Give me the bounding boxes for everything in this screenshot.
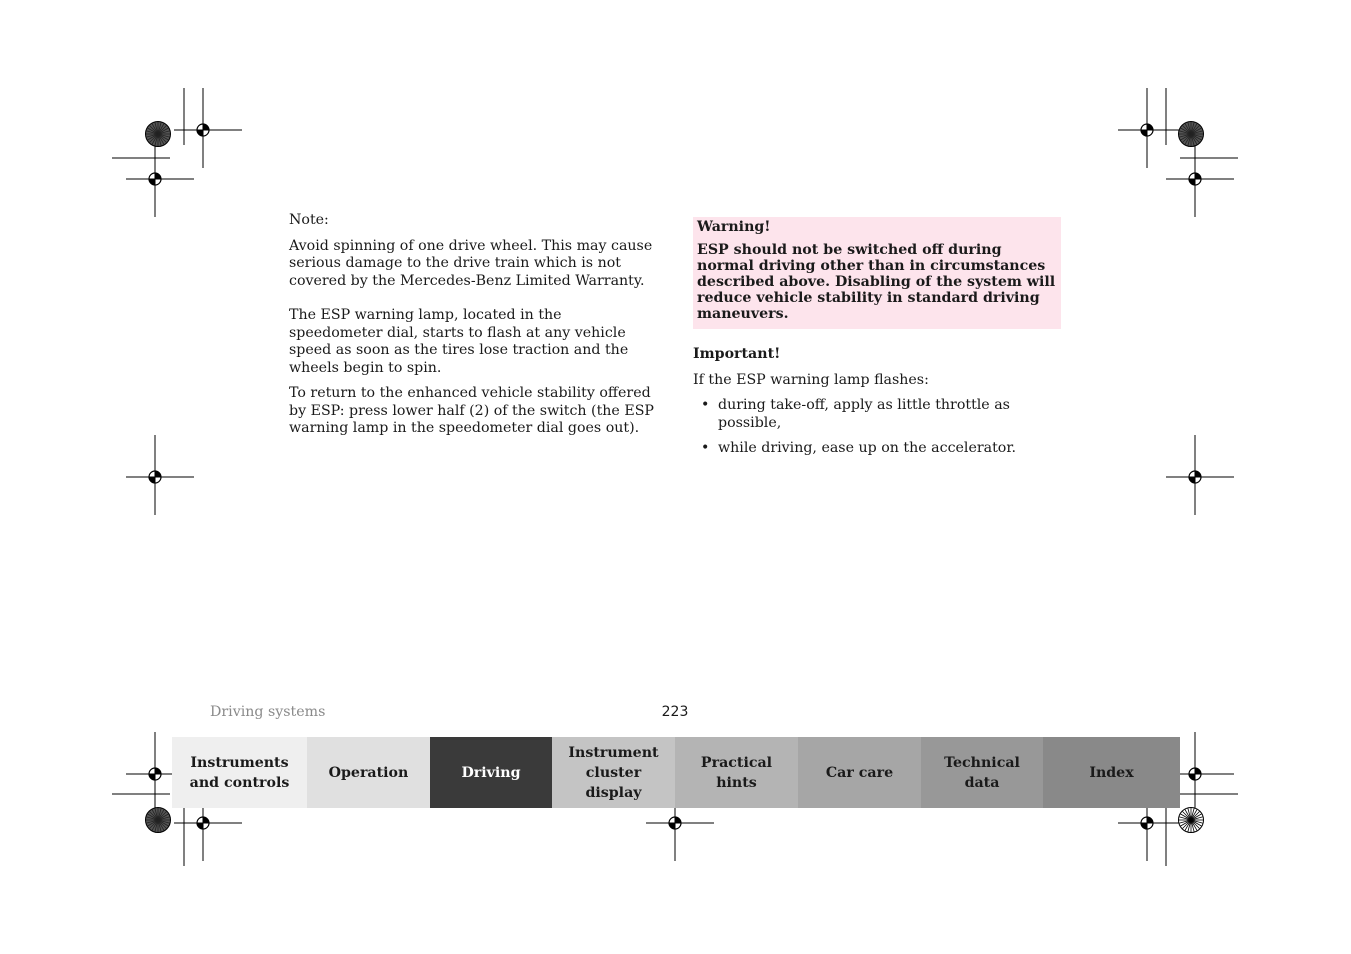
tab-index[interactable] <box>1043 737 1180 808</box>
note-label: Note: <box>289 212 329 228</box>
tab-label: Practical hints <box>700 754 773 791</box>
chapter-nav <box>172 737 1180 808</box>
bullet-icon: • <box>701 397 710 413</box>
color-rosette-icon <box>146 122 171 147</box>
list-item <box>693 397 1061 432</box>
left-column <box>289 212 659 446</box>
tab-instruments-and-controls[interactable] <box>172 737 307 808</box>
tab-technical-data[interactable] <box>921 737 1043 808</box>
color-rosette-icon <box>1179 122 1204 147</box>
warning-title: Warning! <box>697 219 771 235</box>
tab-label: Index <box>1089 764 1134 781</box>
tab-label: Car care <box>825 764 894 781</box>
warning-text: ESP should not be switched off during normal driving other than in circumstances described above. Disabling of the system will reduce vehicle stability in standard driving maneuvers. <box>697 242 1056 322</box>
tab-instrument-cluster-display[interactable] <box>552 737 675 808</box>
tab-label: Instrument <box>568 744 659 761</box>
bullet-icon: • <box>701 440 710 456</box>
list-item-text: while driving, ease up on the accelerator. <box>718 440 1017 456</box>
list-item <box>693 440 1061 458</box>
tab-operation[interactable] <box>307 737 430 808</box>
warning-box <box>693 217 1061 329</box>
page-number: 223 <box>661 704 689 720</box>
tab-driving[interactable] <box>430 737 552 808</box>
tab-car-care[interactable] <box>798 737 921 808</box>
tab-label: Instruments <box>190 754 289 771</box>
paragraph-return-stability: To return to the enhanced vehicle stability offered by ESP: press lower half (2) of the switch (the ESP warning lamp in the speedometer dial goes out). <box>289 385 654 436</box>
important-label: Important! <box>693 346 781 362</box>
tab-label: cluster display <box>585 764 642 801</box>
tab-label: Technical <box>944 754 1020 771</box>
note-text: Avoid spinning of one drive wheel. This may cause serious damage to the drive train which is not covered by the Mercedes-Benz Limited Warranty. <box>289 237 653 289</box>
color-rosette-icon <box>146 808 171 833</box>
tab-practical-hints[interactable] <box>675 737 798 808</box>
list-item-text: during take-off, apply as little throttle as possible, <box>718 397 1010 431</box>
tab-label: and controls <box>189 774 290 791</box>
tab-label: Driving <box>461 764 521 781</box>
lead-text: If the ESP warning lamp flashes: <box>693 371 929 388</box>
right-column <box>693 217 1061 466</box>
color-rosette-icon <box>1179 808 1204 833</box>
tab-label: data <box>964 774 1000 791</box>
paragraph-esp-lamp: The ESP warning lamp, located in the speedometer dial, starts to flash at any vehicle speed as soon as the tires lose traction and the wheels begin to spin. <box>289 307 629 376</box>
section-label: Driving systems <box>210 704 326 720</box>
tab-label: Operation <box>328 764 409 781</box>
bullet-list <box>693 397 1061 458</box>
